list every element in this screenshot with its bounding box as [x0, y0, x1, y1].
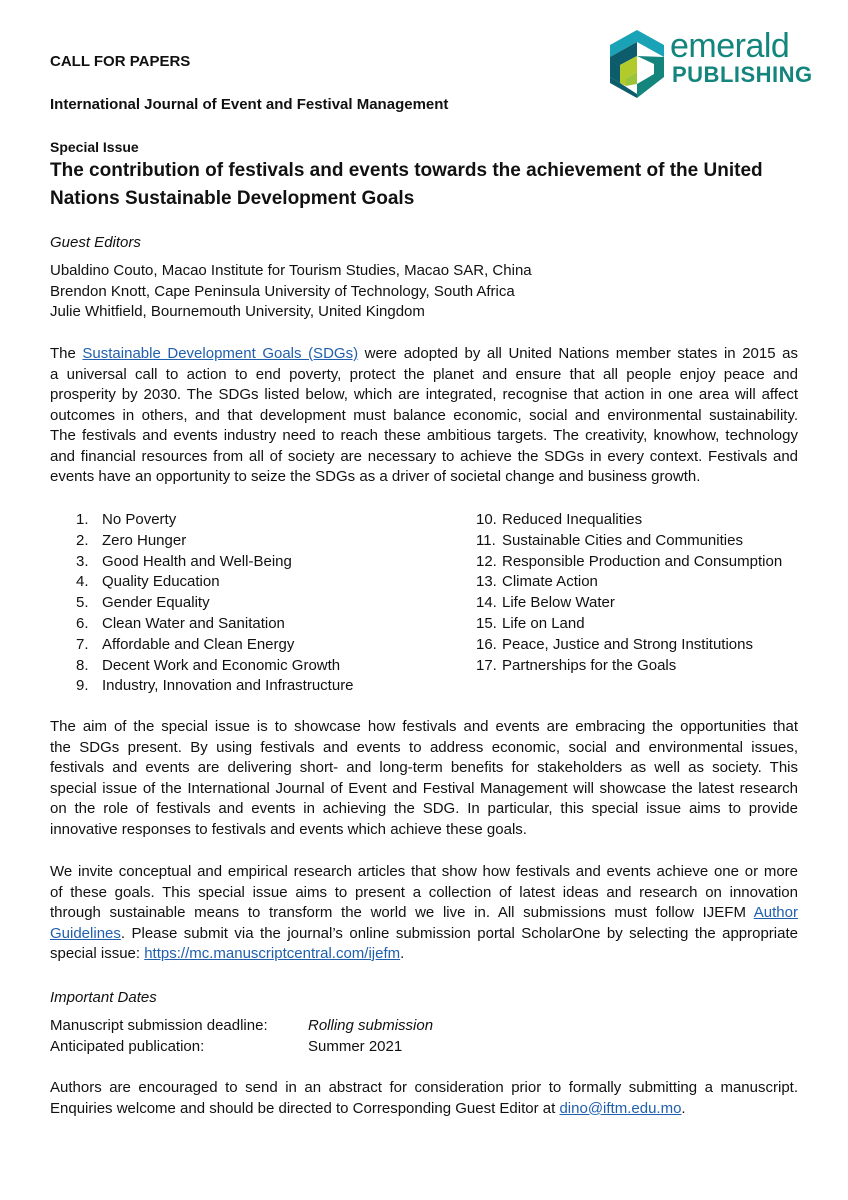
punctuation: . — [681, 1099, 686, 1117]
list-item — [476, 531, 782, 552]
goal-number: 4. — [76, 573, 89, 591]
sdg-link[interactable]: Sustainable Development Goals (SDGs) — [82, 345, 359, 362]
important-dates-label: Important Dates — [50, 989, 157, 1006]
email-link[interactable]: dino@iftm.edu.mo — [559, 1099, 682, 1117]
goal-number: 12. — [476, 552, 497, 570]
goal-number: 5. — [76, 594, 89, 612]
list-item — [476, 635, 782, 656]
intro-line: a universal call to action to end poverty, protect the planet and ensure that all people enjoy peace and — [50, 365, 798, 383]
title-line-1: The contribution of festivals and events towards the achievement of the United — [50, 160, 763, 181]
goal-label: No Poverty — [102, 511, 177, 528]
list-item — [50, 572, 354, 593]
editor-line: Ubaldino Couto, Macao Institute for Tourism Studies, Macao SAR, China — [50, 262, 532, 279]
list-item — [476, 552, 782, 573]
date-value: Summer 2021 — [308, 1038, 403, 1055]
goal-number: 15. — [476, 614, 497, 632]
closing-paragraph — [50, 1078, 798, 1119]
list-item — [50, 552, 354, 573]
goal-label: Peace, Justice and Strong Institutions — [502, 635, 753, 653]
goal-label: Decent Work and Economic Growth — [102, 656, 341, 674]
intro-line: outcomes in others, and that development must balance economic, social and environmental sustainability. — [50, 406, 798, 424]
invite-line: special issue: — [50, 945, 145, 962]
logo-word-emerald: emerald — [670, 27, 790, 65]
goal-label: Responsible Production and Consumption — [502, 552, 783, 570]
goal-label: Life Below Water — [502, 594, 615, 612]
closing-line: Enquiries welcome and should be directed to Corresponding Guest Editor at — [50, 1099, 560, 1117]
goal-number: 13. — [476, 573, 497, 591]
list-item — [476, 614, 782, 635]
editor-line: Brendon Knott, Cape Peninsula University of Technology, South Africa — [50, 282, 515, 300]
invite-line: of these goals. This special issue aims to present a collection of latest ideas and research on innovation — [50, 883, 798, 901]
intro-line: The festivals and events industry need to reach these ambitious targets. The creativity, knowhow, technology — [50, 427, 798, 444]
logo-word-publishing: PUBLISHING — [672, 62, 813, 87]
call-for-papers-heading: CALL FOR PAPERS — [50, 53, 191, 70]
list-item — [476, 572, 782, 593]
important-dates-table — [50, 1015, 433, 1057]
aim-line: on the role of festivals and events in achieving the SDG. In particular, this special issue aims to provide — [50, 800, 798, 817]
goal-label: Industry, Innovation and Infrastructure — [102, 677, 354, 695]
aim-line: the SDGs present. By using festivals and events to address economic, social and environmental issues, — [50, 738, 798, 756]
date-label: Anticipated publication: — [50, 1038, 205, 1055]
goal-number: 7. — [76, 635, 89, 653]
goal-label: Partnerships for the Goals — [502, 656, 677, 674]
guest-editors-label: Guest Editors — [50, 234, 141, 251]
table-row — [50, 1015, 433, 1036]
goal-label: Clean Water and Sanitation — [102, 614, 285, 632]
title-line-2: Nations Sustainable Development Goals — [50, 188, 415, 209]
list-item — [476, 510, 782, 531]
sdg-list-left — [50, 510, 354, 697]
goal-label: Good Health and Well-Being — [102, 552, 292, 570]
aim-line: The aim of the special issue is to showcase how festivals and events are embracing the opportunities that — [50, 718, 798, 735]
list-item — [50, 531, 354, 552]
author-guidelines-link[interactable]: Author — [753, 904, 798, 921]
list-item — [476, 656, 782, 677]
goal-number: 9. — [76, 677, 89, 695]
table-row — [50, 1036, 433, 1057]
emerald-publishing-logo — [606, 28, 816, 100]
scholarone-link[interactable]: https://mc.manuscriptcentral.com/ijefm — [144, 945, 401, 962]
closing-line: Authors are encouraged to send in an abstract for consideration prior to formally submitting a manuscript. — [50, 1079, 798, 1096]
invite-line: . Please submit via the journal’s online submission portal ScholarOne by selecting the appropriate — [120, 924, 798, 942]
special-issue-label: Special Issue — [50, 139, 139, 155]
editor-line: Julie Whitfield, Bournemouth University, United Kingdom — [50, 303, 425, 320]
invite-line: through sustainable means to transform the world we live in. All submissions must follow IJEFM — [50, 904, 746, 921]
intro-line: prosperity by 2030. The SDGs listed below, which are integrated, recognise that action in one area will affect — [50, 386, 798, 403]
intro-line: events have an opportunity to seize the SDGs as a driver of societal change and business growth. — [50, 468, 701, 485]
goal-label: Sustainable Cities and Communities — [502, 531, 743, 549]
goal-number: 2. — [76, 531, 89, 549]
intro-line: and financial resources from all of society are necessary to achieve the SDGs in every context. Festivals and — [50, 447, 798, 465]
intro-prefix: The — [50, 345, 76, 362]
intro-line: were adopted by all United Nations member states in 2015 as — [364, 345, 798, 362]
goal-label: Quality Education — [102, 573, 220, 591]
goal-label: Life on Land — [502, 614, 585, 632]
goal-label: Climate Action — [502, 573, 598, 591]
goal-number: 1. — [76, 511, 89, 528]
special-issue-title — [50, 157, 763, 213]
list-item — [50, 593, 354, 614]
date-label: Manuscript submission deadline: — [50, 1017, 268, 1034]
goal-number: 10. — [476, 511, 497, 528]
list-item — [50, 614, 354, 635]
goal-number: 16. — [476, 635, 497, 653]
aim-paragraph — [50, 717, 798, 840]
emerald-hexagon-icon — [606, 28, 668, 100]
invite-line: We invite conceptual and empirical research articles that show how festivals and events achieve one or more — [50, 863, 798, 880]
goal-number: 14. — [476, 594, 497, 612]
list-item — [476, 593, 782, 614]
goal-number: 6. — [76, 614, 89, 632]
list-item — [50, 510, 354, 531]
goal-label: Reduced Inequalities — [502, 511, 643, 528]
goal-number: 17. — [476, 656, 497, 674]
aim-line: innovative responses to festivals and events which achieve these goals. — [50, 820, 527, 838]
goal-number: 8. — [76, 656, 89, 674]
journal-name: International Journal of Event and Festival Management — [50, 96, 449, 113]
list-item — [50, 656, 354, 677]
date-value: Rolling submission — [308, 1017, 434, 1034]
list-item — [50, 635, 354, 656]
intro-paragraph — [50, 344, 798, 488]
punctuation: . — [400, 945, 405, 962]
goal-label: Gender Equality — [102, 594, 210, 612]
goal-label: Affordable and Clean Energy — [102, 635, 295, 653]
guest-editors-list — [50, 261, 532, 323]
sdg-list-right — [476, 510, 782, 676]
list-item — [50, 676, 354, 697]
aim-line: special issue of the International Journal of Event and Festival Management will showcase the latest research — [50, 779, 798, 797]
aim-line: festivals and events are delivering short- and long-term benefits for stakeholders as well as society. This — [50, 759, 798, 776]
goal-number: 11. — [476, 531, 496, 549]
invite-paragraph — [50, 862, 798, 965]
goal-number: 3. — [76, 552, 89, 570]
goal-label: Zero Hunger — [102, 531, 187, 549]
author-guidelines-link[interactable]: Guidelines — [50, 924, 121, 942]
